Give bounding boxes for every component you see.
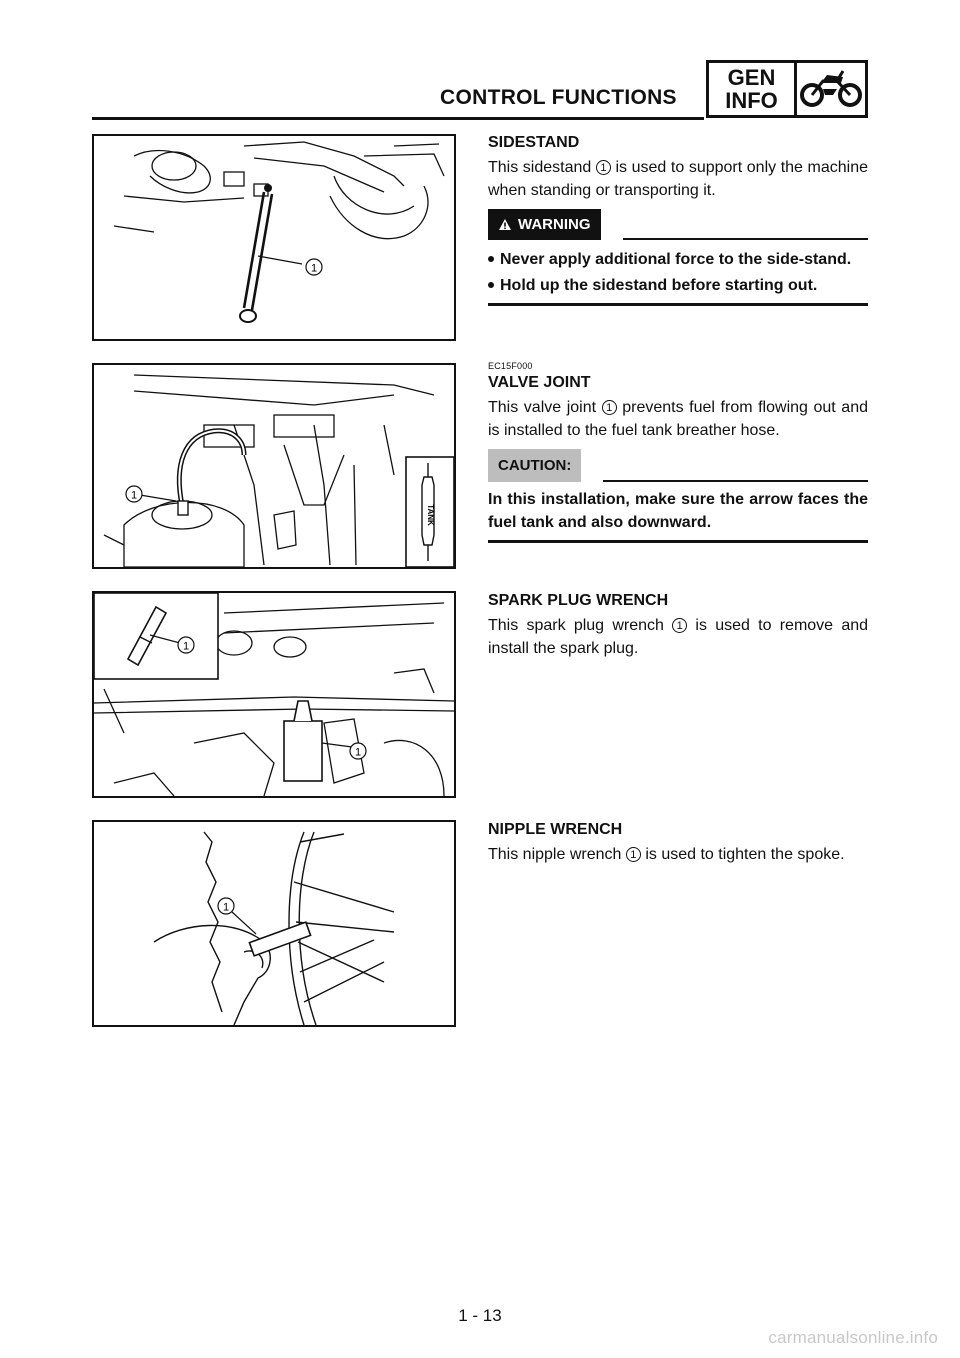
sidestand-description: [488, 156, 868, 202]
caution-text: In this installation, make sure the arrow faces the fuel tank and also downward.: [488, 491, 868, 531]
badge-line-2: INFO: [725, 88, 778, 113]
nipple-wrench-heading: NIPPLE WRENCH: [488, 821, 623, 838]
tank-tag: TANK: [426, 504, 435, 526]
section-title: CONTROL FUNCTIONS: [440, 86, 677, 109]
spark-plug-wrench-section: [488, 589, 868, 660]
nipple-wrench-section: [488, 818, 868, 866]
figure-callout: 1: [222, 901, 230, 914]
reference-number: 1: [626, 847, 641, 862]
text-part: prevents fuel from flowing out and is installed to the fuel tank breather hose.: [488, 399, 868, 439]
figure-callout-b: 1: [354, 746, 362, 759]
warning-label: [488, 209, 601, 240]
bullet-dot: [488, 282, 494, 288]
sidestand-section: [488, 131, 868, 306]
warning-item-text: Never apply additional force to the side-stand.: [500, 251, 852, 268]
reference-number: 1: [596, 160, 611, 175]
motorcycle-icon: [797, 63, 865, 115]
section-badge-label: [709, 63, 797, 115]
warning-item: [488, 274, 868, 297]
caution-end-rule: [488, 540, 868, 543]
warning-triangle-icon: [498, 218, 512, 231]
nipple-wrench-description: [488, 843, 868, 866]
warning-label-text: WARNING: [518, 216, 591, 233]
page-number: 1 - 13: [458, 1306, 502, 1325]
reference-number: 1: [672, 618, 687, 633]
sidestand-heading: SIDESTAND: [488, 134, 580, 151]
warning-rule: [623, 238, 869, 240]
spark-plug-wrench-figure: [92, 591, 456, 798]
warning-header: [488, 210, 868, 240]
text-part: This spark plug wrench: [488, 617, 664, 634]
warning-item: [488, 248, 868, 271]
warning-end-rule: [488, 303, 868, 306]
text-part: This nipple wrench: [488, 846, 622, 863]
section-code: EC15F000: [488, 361, 533, 371]
figure-callout: 1: [310, 262, 318, 275]
watermark: carmanualsonline.info: [768, 1328, 938, 1347]
figure-callout: 1: [130, 489, 138, 502]
badge-line-1: GEN: [727, 65, 776, 90]
valve-joint-section: [488, 361, 868, 543]
valve-joint-heading: VALVE JOINT: [488, 374, 591, 391]
text-part: is used to remove and install the spark plug.: [488, 617, 869, 657]
warning-item-text: Hold up the sidestand before starting out.: [500, 277, 818, 294]
nipple-wrench-figure: [92, 820, 456, 1027]
reference-number: 1: [602, 400, 617, 415]
valve-joint-figure: [92, 363, 456, 569]
text-part: is used to support only the machine when standing or transporting it.: [488, 159, 869, 199]
text-part: This valve joint: [488, 399, 597, 416]
caution-rule: [603, 480, 868, 482]
section-badge: [706, 60, 868, 118]
text-part: is used to tighten the spoke.: [645, 846, 845, 863]
spark-plug-wrench-description: [488, 614, 868, 660]
valve-joint-description: [488, 396, 868, 442]
caution-label: CAUTION:: [488, 449, 581, 482]
caution-header: [488, 452, 868, 482]
header-rule: [92, 117, 704, 120]
figure-callout-a: 1: [182, 640, 190, 653]
spark-plug-wrench-heading: SPARK PLUG WRENCH: [488, 592, 669, 609]
sidestand-figure: [92, 134, 456, 341]
bullet-dot: [488, 256, 494, 262]
text-part: This sidestand: [488, 159, 592, 176]
